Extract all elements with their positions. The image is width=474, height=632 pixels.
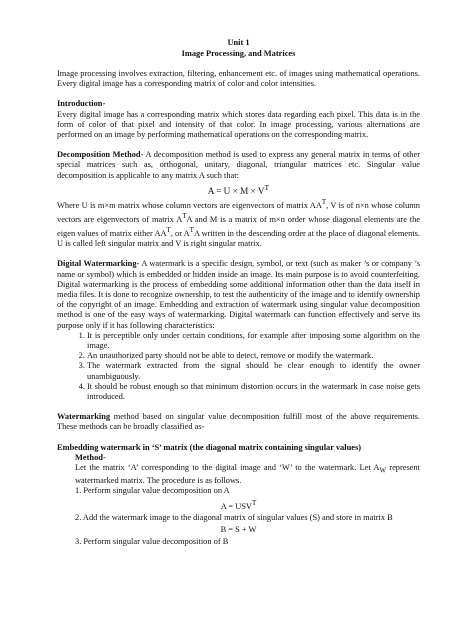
watermarking-method-heading: Watermarking [57,412,111,422]
list-item: 2. An unauthorized party should not be able to detect, remove or modify the watermark. [87,351,420,361]
decomposition-heading: Decomposition Method- [57,150,144,160]
introduction-text: Every digital image has a corresponding matrix which stores data regarding each pixel. This data is in the form of color of that pixel and intensity of that color. In image processing, various alternations are performed on an image by performing mathematical operations on the corresponding matrix. [57,109,420,140]
decomposition-paragraph [57,150,420,181]
document-title: Image Processing, and Matrices [181,48,296,58]
svd-equation: $A = U \times M \times V^T$ [207,182,270,196]
method-label: Method- [75,452,106,462]
list-item: 4. It should be robust enough so that minimum distortion occurs in the watermark in case noise gets introduced. [87,382,420,402]
decomposition-text: A decomposition method is used to express any general matrix in terms of other special matrices such as, orthogonal, unitary, diagonal, triangular matrices etc. Singular value decomposition is applicable to any matrix A such that: [57,150,420,180]
step-2: 2. Add the watermark image to the diagonal matrix of singular values (S) and store in matrix B [75,513,393,523]
step-3: 3. Perform singular value decomposition of B [75,536,229,546]
unit-label: Unit 1 [227,38,250,47]
watermarking-method-text: method based on singular value decomposition fulfill most of the above requirements. These methods can be broadly classified as- [57,412,420,432]
watermarking-method-paragraph [57,412,420,432]
step-1-equation: $A = USV^T$ [220,499,257,512]
list-item: 3. The watermark extracted from the signal should be clear enough to identify the owner unambiguously. [87,361,420,381]
step-1: 1. Perform singular value decomposition on A [75,486,230,496]
decomposition-where-text: Where U is m×m matrix whose column vectors are eigenvectors of matrix $AA^T$, V is of n×n whose column vectors are eigenvectors of matrix $A^TA$ and M is a matrix of m×n order whose diagonal elements are the eigen values of matrix either $AA^T$, or $A^TA$ written in the descending order at the place of diagonal elements. U is called left singular matrix and V is right singular matrix. [57,198,420,249]
watermarking-heading: Digital Watermarking- [57,259,140,269]
list-item: 1. It is perceptible only under certain conditions, for example after imposing some algorithm on the image. [87,331,420,351]
characteristics-list [57,331,420,402]
step-2-equation: B = S + W [220,525,257,535]
watermarking-paragraph [57,259,420,330]
embedding-heading: Embedding watermark in ‘S’ matrix (the diagonal matrix containing singular values) [57,442,361,452]
embedding-description: Let the matrix ‘A’ corresponding to the digital image and ‘W’ to the watermark. Let $A_W$ represent watermarked matrix. The procedure is as follows. [75,462,420,485]
introduction-heading: Introduction- [57,99,106,109]
intro-paragraph: Image processing involves extraction, filtering, enhancement etc. of images using mathematical operations. Every digital image has a corresponding matrix of color and color intensities. [57,69,420,89]
watermarking-text: A watermark is a specific design, symbol, or text (such as maker ’s or company ’s name or symbol) which is embedded or hidden inside an image. Its main purpose is to avoid counterfeiting. Digital watermarking is the process of embedding some additional information other than the data itself in media files. It is done to recognize ownership, to test the authenticity of the image and to identify ownership of the copyright of an image. Embedding and extraction of watermark using singular value decomposition method is one of the easy ways of watermarking. Digital watermark can function effectively and serve its purpose only if it has following characteristics: [57,259,420,330]
